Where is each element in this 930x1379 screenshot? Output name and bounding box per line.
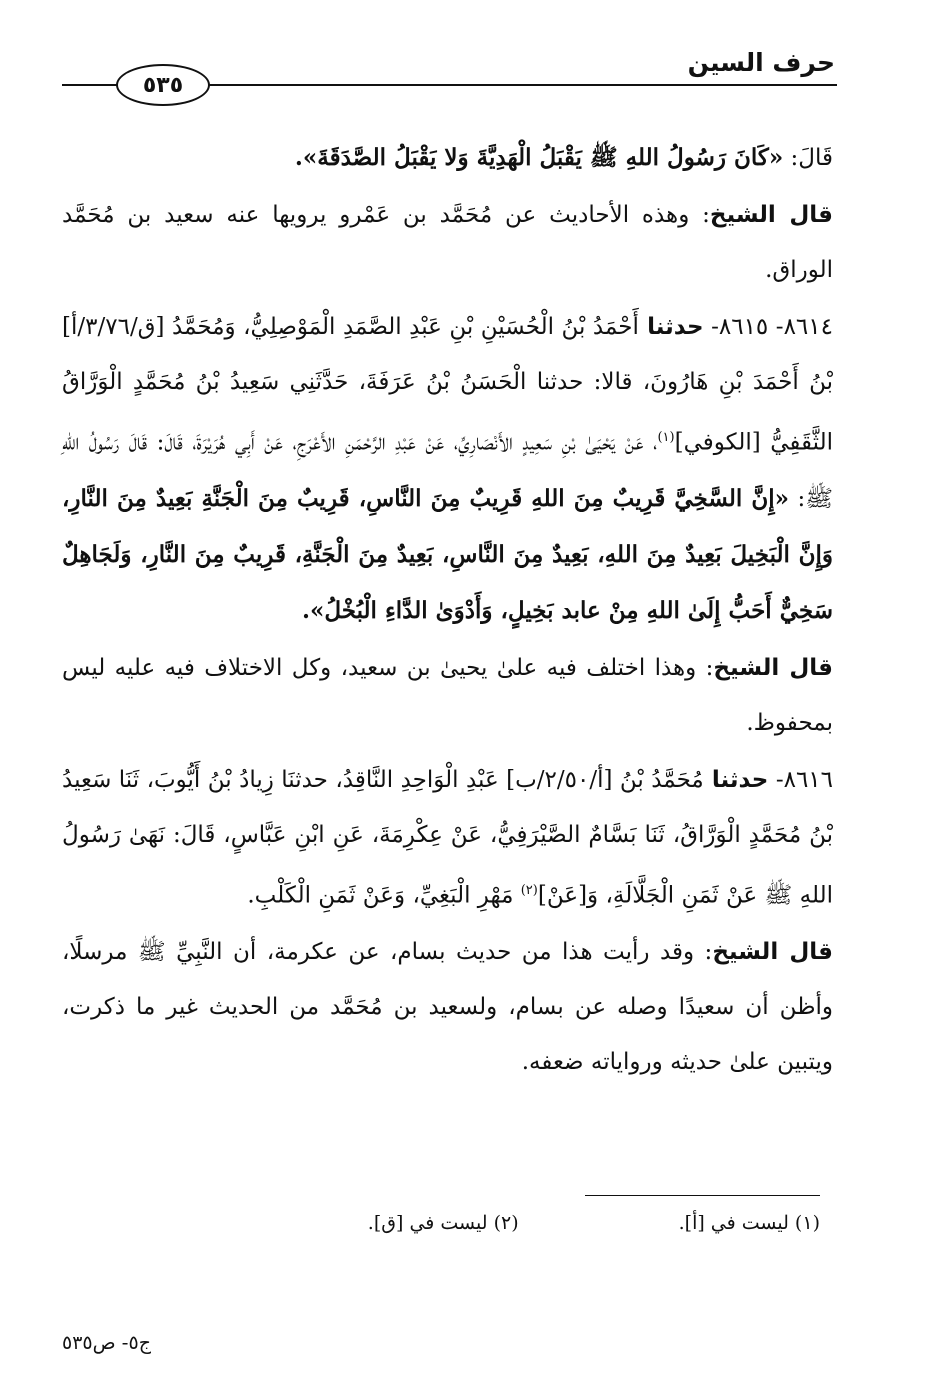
main-text	[62, 130, 833, 1090]
paragraph-2-text: : وهذه الأحاديث عن مُحَمَّد بن عَمْرو يرويها عنه سعيد بن مُحَمَّد الوراق.	[62, 202, 833, 283]
footnote-rule	[585, 1195, 820, 1196]
paragraph-5-lead: حدثنا	[703, 766, 769, 793]
paragraph-2-lead: قال الشيخ	[709, 202, 833, 228]
paragraph-6-text: : وقد رأيت هذا من حديث بسام، عن عكرمة، أن النَّبِيِّ ﷺ مرسلًا، وأظن أن سعيدًا وصله عن بسام، ولسعيد بن مُحَمَّد من الحديث غير ما ذكرت، ويتبين علىٰ حديثه ورواياته ضعفه.	[62, 939, 833, 1076]
page-number-badge	[116, 64, 210, 106]
paragraph-5-text-2: مَهْرِ الْبَغِيِّ، وَعَنْ ثَمَنِ الْكَلْبِ.	[247, 882, 521, 909]
paragraph-4	[62, 641, 833, 751]
paragraph-5	[62, 753, 833, 924]
paragraph-1-lead: قَالَ:	[783, 145, 833, 171]
paragraph-3-number: ٨٦١٤- ٨٦١٥-	[703, 314, 833, 340]
paragraph-3-text: أَحْمَدُ بْنُ الْحُسَيْنِ بْنِ عَبْدِ الصَّمَدِ الْمَوْصِلِيُّ، وَمُحَمَّدُ [ق/٣/٧٦/أ] بْنُ أَحْمَدَ بْنِ هَارُونَ، قالا: حدثنا الْحَسَنُ بْنُ عَرَفَةَ، حَدَّثَنِي سَعِيدُ بْنُ مُحَمَّدٍ الْوَرَّاقُ الثَّقَفِيُّ [الكوفي]	[62, 314, 833, 456]
paragraph-2	[62, 188, 833, 298]
footnote-marker-1[interactable]: (١)	[657, 430, 675, 445]
paragraph-5-number: ٨٦١٦-	[768, 766, 834, 793]
paragraph-4-lead: قال الشيخ	[713, 654, 833, 681]
paragraph-3-lead: حدثنا	[638, 314, 704, 340]
chapter-title: حرف السين	[687, 48, 835, 77]
footnotes	[120, 1212, 820, 1234]
paragraph-3-quote: «إِنَّ السَّخِيَّ قَرِيبٌ مِنَ اللهِ قَرِيبٌ مِنَ النَّاسِ، قَرِيبٌ مِنَ الْجَنَّةِ بَعِيدٌ مِنَ النَّارِ، وَإِنَّ الْبَخِيلَ بَعِيدٌ مِنَ اللهِ، بَعِيدٌ مِنَ النَّاسِ، بَعِيدٌ مِنَ الْجَنَّةِ، قَرِيبٌ مِنَ النَّارِ، وَلَجَاهِلٌ سَخِيٌّ أَحَبُّ إِلَىٰ اللهِ مِنْ عابد بَخِيلٍ، وَأَدْوَىٰ الدَّاءِ الْبُخْلُ».	[62, 484, 833, 624]
footnote-1: (١) ليست في [أ].	[678, 1212, 820, 1234]
paragraph-3-text-2: ، عَنْ يَحْيَىٰ بْنِ سَعِيدٍ الأَنْصَارِيِّ، عَنْ عَبْدِ الرَّحْمَنِ الأَعْرَجِ، عَنْ أَبِي هُرَيْرَةَ، قَالَ: قَالَ رَسُولُ اللهِ ﷺ:	[62, 429, 833, 512]
paragraph-3	[62, 300, 833, 639]
paragraph-4-text: : وهذا اختلف فيه علىٰ يحيىٰ بن سعيد، وكل الاختلاف فيه عليه ليس بمحفوظ.	[62, 654, 833, 736]
footnote-2: (٢) ليست في [ق].	[367, 1212, 519, 1234]
paragraph-1-quote: «كَانَ رَسُولُ اللهِ ﷺ يَقْبَلُ الْهَدِيَّةَ وَلا يَقْبَلُ الصَّدَقَةَ».	[294, 144, 784, 171]
paragraph-6	[62, 925, 833, 1090]
paragraph-6-lead: قال الشيخ	[712, 939, 833, 966]
paragraph-5-text: مُحَمَّدُ بْنُ [أ/٢/٥٠/ب] عَبْدِ الْوَاحِدِ النَّاقِدُ، حدثنَا زِيادُ بْنُ أَيُّوبَ، ثَنَا سَعِيدُ بْنُ مُحَمَّدٍ الْوَرَّاقُ، ثَنَا بَسَّامٌ الصَّيْرَفِيُّ، عَنْ عِكْرِمَةَ، عَنِ ابْنِ عَبَّاسٍ، قَالَ: نَهَىٰ رَسُولُ اللهِ ﷺ عَنْ ثَمَنِ الْجَلَّالَةِ، وَ[عَنْ]	[62, 766, 833, 909]
volume-page-reference: ج٥- ص٥٣٥	[62, 1332, 151, 1354]
footnote-marker-2[interactable]: (٢)	[520, 882, 538, 898]
page-number: ٥٣٥	[142, 72, 184, 98]
paragraph-1	[62, 130, 833, 186]
